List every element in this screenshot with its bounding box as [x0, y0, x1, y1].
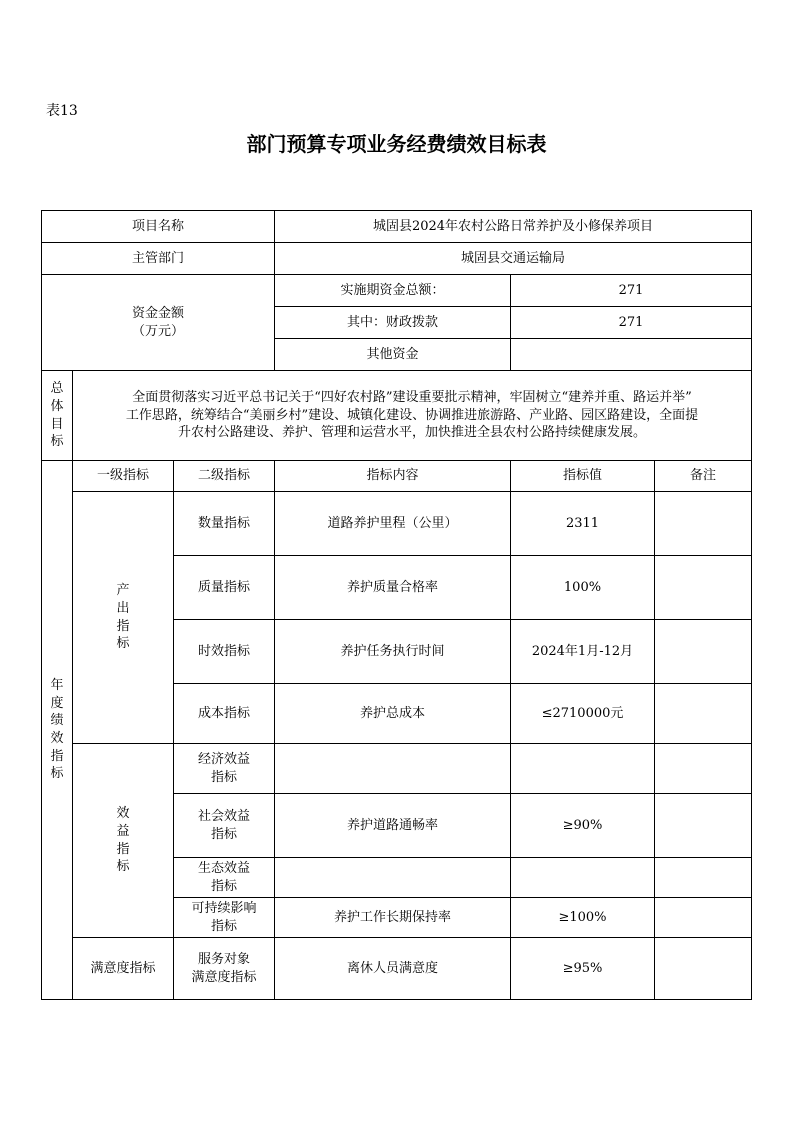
indicator-header-row	[42, 461, 752, 492]
output-indicator-label	[73, 492, 174, 744]
output-label-char: 出	[116, 600, 130, 616]
funds-total-label: 实施期资金总额：	[275, 275, 511, 307]
benefit-label-char: 益	[116, 823, 130, 839]
overall-goal-label-char: 标	[50, 434, 64, 450]
overall-goal-label-char: 总	[50, 381, 64, 397]
value-cell: ≥95%	[511, 938, 655, 1000]
annual-label-char: 效	[50, 731, 64, 746]
content-cell: 养护质量合格率	[275, 556, 511, 620]
benefit-label-char: 标	[116, 859, 130, 875]
overall-goal-row	[42, 371, 752, 461]
table-row	[42, 744, 752, 794]
value-cell: ≥90%	[511, 794, 655, 858]
header-level1: 一级指标	[73, 461, 174, 492]
funds-other-label: 其他资金	[275, 339, 511, 371]
remark-cell	[655, 898, 752, 938]
table-row	[42, 938, 752, 1000]
annual-label-char: 绩	[50, 713, 64, 729]
project-name-value: 城固县2024年农村公路日常养护及小修保养项目	[275, 211, 752, 243]
funds-label	[42, 275, 275, 371]
level2-line: 指标	[210, 826, 237, 842]
project-name-row	[42, 211, 752, 243]
department-label: 主管部门	[42, 243, 275, 275]
overall-goal-label-char: 目	[50, 416, 64, 432]
content-cell	[275, 858, 511, 898]
header-level2: 二级指标	[174, 461, 275, 492]
benefit-indicator-label	[73, 744, 174, 938]
remark-cell	[655, 744, 752, 794]
level2-cell	[174, 938, 275, 1000]
value-cell: 2024年1月-12月	[511, 620, 655, 684]
value-cell	[511, 744, 655, 794]
value-cell: ≤2710000元	[511, 684, 655, 744]
level2-cell	[174, 858, 275, 898]
level2-cell: 成本指标	[174, 684, 275, 744]
level2-cell: 质量指标	[174, 556, 275, 620]
level2-cell	[174, 744, 275, 794]
department-value: 城固县交通运输局	[275, 243, 752, 275]
level2-line: 社会效益	[197, 808, 250, 824]
value-cell: 100%	[511, 556, 655, 620]
header-value: 指标值	[511, 461, 655, 492]
remark-cell	[655, 684, 752, 744]
benefit-label-char: 效	[116, 806, 130, 822]
content-cell	[275, 744, 511, 794]
value-cell	[511, 858, 655, 898]
satisfaction-indicator-label: 满意度指标	[73, 938, 174, 1000]
overall-goal-label-char: 体	[50, 398, 64, 414]
level2-line: 指标	[210, 878, 237, 894]
annual-label-char: 标	[50, 766, 64, 782]
funds-other-value	[511, 339, 752, 371]
department-row	[42, 243, 752, 275]
overall-goal-line: 升农村公路建设、养护、管理和运营水平，加快推进全县农村公路持续健康发展。	[178, 425, 647, 441]
remark-cell	[655, 620, 752, 684]
funds-label-line2: （万元）	[131, 323, 184, 339]
output-label-char: 指	[116, 618, 130, 634]
benefit-label-char: 指	[116, 841, 130, 857]
overall-goal-line: 工作思路，统筹结合“美丽乡村”建设、城镇化建设、协调推进旅游路、产业路、园区路建设，全面提	[125, 407, 699, 423]
level2-line: 可持续影响	[191, 900, 257, 916]
content-cell: 养护工作长期保持率	[275, 898, 511, 938]
value-cell: ≥100%	[511, 898, 655, 938]
annual-indicator-label	[42, 461, 73, 1000]
funds-total-value: 271	[511, 275, 752, 307]
content-cell: 养护任务执行时间	[275, 620, 511, 684]
table-row	[42, 492, 752, 556]
annual-label-char: 指	[50, 748, 64, 764]
output-label-char: 产	[116, 583, 130, 599]
remark-cell	[655, 858, 752, 898]
page-title: 部门预算专项业务经费绩效目标表	[246, 132, 547, 156]
content-cell: 道路养护里程（公里）	[275, 492, 511, 556]
annual-label-char: 度	[50, 695, 64, 711]
funds-label-line1: 资金金额	[131, 305, 184, 321]
level2-line: 满意度指标	[191, 969, 257, 985]
overall-goal-text	[73, 371, 752, 461]
performance-target-table	[41, 210, 752, 1000]
header-content: 指标内容	[275, 461, 511, 492]
annual-label-char: 年	[50, 678, 64, 694]
remark-cell	[655, 492, 752, 556]
funds-fiscal-value: 271	[511, 307, 752, 339]
overall-goal-label	[42, 371, 73, 461]
remark-cell	[655, 556, 752, 620]
header-remark: 备注	[655, 461, 752, 492]
level2-line: 指标	[210, 769, 237, 785]
level2-cell	[174, 898, 275, 938]
funds-fiscal-label: 其中：财政拨款	[275, 307, 511, 339]
table-number: 表13	[46, 103, 78, 119]
level2-line: 生态效益	[197, 860, 250, 876]
content-cell: 养护总成本	[275, 684, 511, 744]
level2-line: 经济效益	[197, 751, 250, 767]
content-cell: 离休人员满意度	[275, 938, 511, 1000]
level2-cell: 数量指标	[174, 492, 275, 556]
level2-line: 服务对象	[197, 951, 250, 967]
level2-cell: 时效指标	[174, 620, 275, 684]
project-name-label: 项目名称	[42, 211, 275, 243]
remark-cell	[655, 794, 752, 858]
content-cell: 养护道路通畅率	[275, 794, 511, 858]
overall-goal-line: 全面贯彻落实习近平总书记关于“四好农村路”建设重要批示精神，牢固树立“建养并重、路运并举”	[132, 390, 692, 406]
funds-row-total	[42, 275, 752, 307]
output-label-char: 标	[116, 636, 130, 652]
value-cell: 2311	[511, 492, 655, 556]
level2-cell	[174, 794, 275, 858]
remark-cell	[655, 938, 752, 1000]
level2-line: 指标	[210, 918, 237, 934]
